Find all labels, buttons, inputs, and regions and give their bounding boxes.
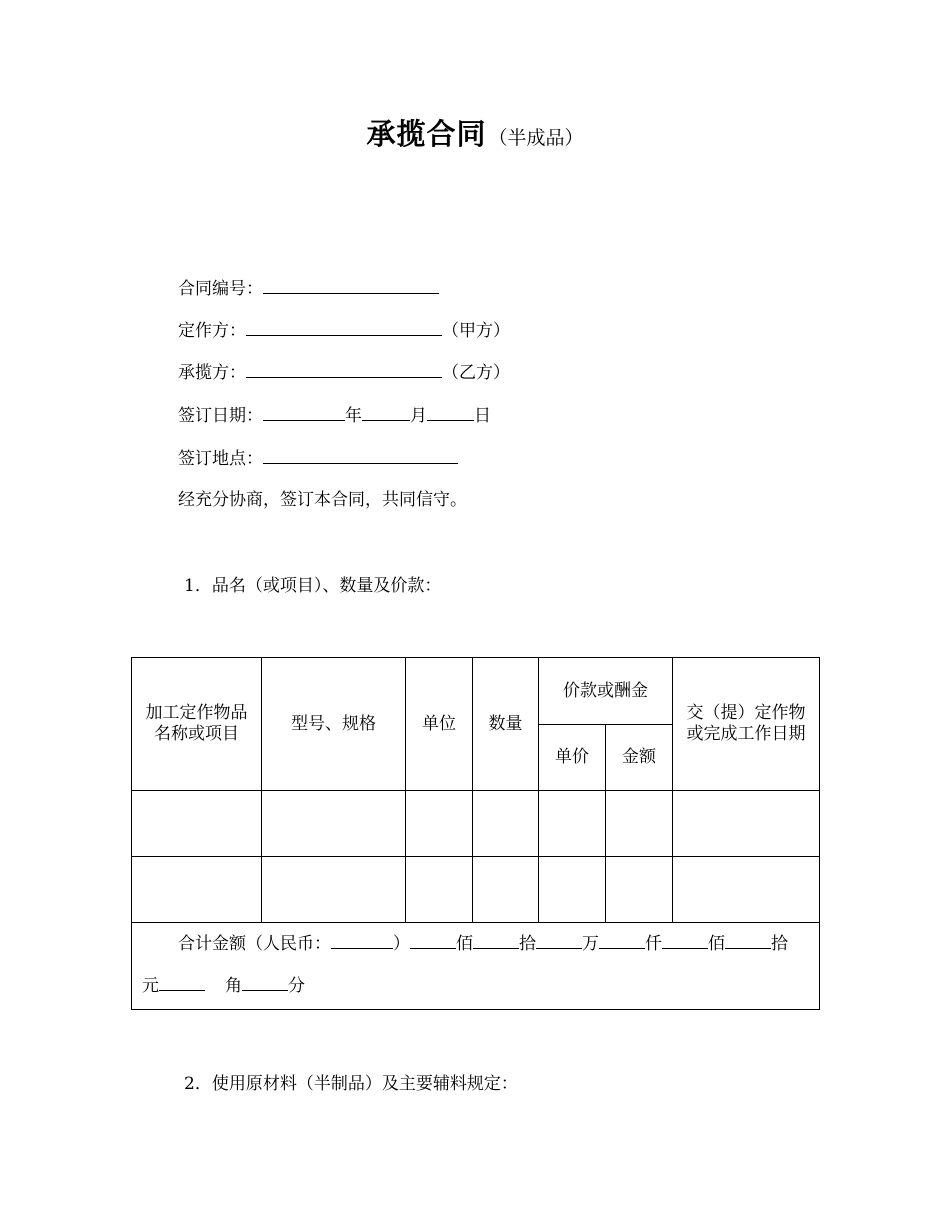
month-field[interactable] xyxy=(362,404,410,421)
jiao-field[interactable] xyxy=(242,975,288,991)
shi-2-field[interactable] xyxy=(725,933,771,949)
total-close: ） xyxy=(393,934,410,954)
party-b-label: 承揽方： xyxy=(178,363,246,383)
intro-text: 经充分协商，签订本合同，共同信守。 xyxy=(178,490,467,510)
section-2-heading: 2．使用原材料（半制品）及主要辅料规定： xyxy=(184,1074,518,1094)
section-1-heading: 1．品名（或项目）、数量及价款： xyxy=(184,576,442,596)
wan-field[interactable] xyxy=(536,933,582,949)
header-delivery-date: 交（提）定作物或完成工作日期 xyxy=(673,658,820,791)
sign-place-field[interactable] xyxy=(263,447,458,464)
contract-number-label: 合同编号： xyxy=(178,279,263,299)
yuan-label: 元 xyxy=(142,976,159,996)
table-cell[interactable] xyxy=(262,857,406,923)
table-cell[interactable] xyxy=(406,857,473,923)
total-rmb-field[interactable] xyxy=(331,933,393,949)
day-label: 日 xyxy=(474,406,491,426)
year-field[interactable] xyxy=(263,404,345,421)
table-cell[interactable] xyxy=(673,857,820,923)
header-amount: 金额 xyxy=(606,725,673,791)
total-label: 合计金额（人民币： xyxy=(178,934,331,954)
title-subtitle: （半成品） xyxy=(488,127,584,149)
items-table xyxy=(131,657,820,1010)
fen-label: 分 xyxy=(288,976,305,996)
yuan-field[interactable] xyxy=(159,975,205,991)
shi-2-label: 拾 xyxy=(771,934,788,954)
table-cell[interactable] xyxy=(473,857,539,923)
sign-date-line xyxy=(178,404,491,427)
header-unit: 单位 xyxy=(406,658,473,791)
year-label: 年 xyxy=(345,406,362,426)
header-quantity: 数量 xyxy=(473,658,539,791)
sign-date-label: 签订日期： xyxy=(178,406,263,426)
table-cell[interactable] xyxy=(539,857,606,923)
bai-1-field[interactable] xyxy=(410,933,456,949)
header-item-name: 加工定作物品名称或项目 xyxy=(132,658,262,791)
shi-1-field[interactable] xyxy=(473,933,519,949)
party-a-line xyxy=(178,319,510,342)
table-row xyxy=(132,791,820,857)
shi-1-label: 拾 xyxy=(519,934,536,954)
title-main: 承揽合同 xyxy=(366,117,487,151)
bai-2-label: 佰 xyxy=(708,934,725,954)
contract-number-line xyxy=(178,277,439,300)
bai-2-field[interactable] xyxy=(662,933,708,949)
month-label: 月 xyxy=(410,406,427,426)
party-a-label: 定作方： xyxy=(178,321,246,341)
sign-place-line xyxy=(178,447,458,470)
table-cell[interactable] xyxy=(473,791,539,857)
table-cell[interactable] xyxy=(132,857,262,923)
header-unit-price: 单价 xyxy=(539,725,606,791)
table-cell[interactable] xyxy=(606,857,673,923)
document-title xyxy=(0,112,950,153)
party-b-line xyxy=(178,361,510,384)
table-cell[interactable] xyxy=(132,791,262,857)
bai-1-label: 佰 xyxy=(456,934,473,954)
qian-label: 仟 xyxy=(645,934,662,954)
total-amount-cell xyxy=(132,923,820,1010)
party-b-suffix: （乙方） xyxy=(442,363,510,383)
header-model-spec: 型号、规格 xyxy=(262,658,406,791)
header-price-group: 价款或酬金 xyxy=(539,658,673,725)
wan-label: 万 xyxy=(582,934,599,954)
day-field[interactable] xyxy=(427,404,474,421)
table-cell[interactable] xyxy=(606,791,673,857)
qian-field[interactable] xyxy=(599,933,645,949)
table-cell[interactable] xyxy=(262,791,406,857)
contract-number-field[interactable] xyxy=(263,277,439,294)
table-row xyxy=(132,857,820,923)
party-b-field[interactable] xyxy=(246,361,442,378)
sign-place-label: 签订地点： xyxy=(178,449,263,469)
table-cell[interactable] xyxy=(539,791,606,857)
party-a-field[interactable] xyxy=(246,319,442,336)
jiao-label: 角 xyxy=(225,976,242,996)
table-cell[interactable] xyxy=(406,791,473,857)
party-a-suffix: （甲方） xyxy=(442,321,510,341)
table-cell[interactable] xyxy=(673,791,820,857)
